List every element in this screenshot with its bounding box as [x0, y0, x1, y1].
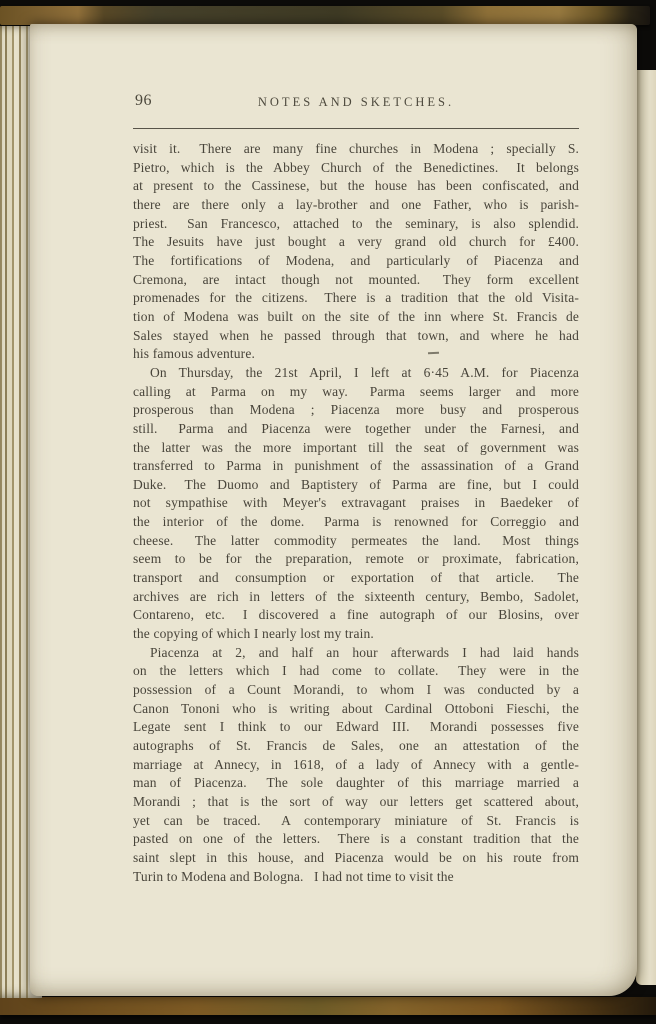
paragraph — [133, 644, 579, 887]
text-line: calling at Parma on my way. Parma seems larger and more — [133, 383, 579, 399]
page-number: 96 — [135, 92, 152, 109]
text-line: Contareno, etc. I discovered a fine autograph of our Blosins, over — [133, 607, 579, 623]
text-line: not sympathise with Meyer's extravagant praises in Baedeker of — [133, 495, 579, 511]
text-line: Turin to Modena and Bologna. I had not time to visit the — [133, 868, 454, 884]
text-line: visit it. There are many fine churches in Modena ; specially S. — [133, 141, 579, 156]
text-line: On Thursday, the 21st April, I left at 6·45 A.M. for Piacenza — [150, 364, 579, 380]
text-line: Pietro, which is the Abbey Church of the Benedictines. It belongs — [133, 159, 579, 175]
paragraph — [133, 364, 579, 644]
book-cover-bottom-edge — [0, 997, 656, 1015]
text-line: there are there only a lay-brother and one Father, who is parish- — [133, 196, 579, 212]
text-line: the interior of the dome. Parma is renowned for Correggio and — [133, 514, 579, 530]
page-body-text — [133, 140, 579, 886]
text-line: prosperous than Modena ; Piacenza more busy and prosperous — [133, 402, 579, 418]
text-line: pasted on one of the letters. There is a constant tradition that the — [133, 831, 579, 847]
text-line: The fortifications of Modena, and particularly of Piacenza and — [133, 252, 579, 268]
text-line: the latter was the more important till the seat of government was — [133, 439, 579, 455]
text-line: the copying of which I nearly lost my train. — [133, 626, 374, 642]
text-line: Legate sent I think to our Edward III. Morandi possesses five — [133, 719, 579, 735]
text-line: tion of Modena was built on the site of the inn where St. Francis de — [133, 308, 579, 324]
paragraph — [133, 140, 579, 364]
text-line: saint slept in this house, and Piacenza would be on his route from — [133, 849, 579, 865]
text-line: priest. San Francesco, attached to the seminary, is also splendid. — [133, 215, 579, 231]
text-line: marriage at Annecy, in 1618, of a lady of Annecy with a gentle- — [133, 756, 579, 772]
text-line: autographs of St. Francis de Sales, one an attestation of the — [133, 738, 579, 753]
text-line: yet can be traced. A contemporary miniature of St. Francis is — [133, 812, 579, 828]
text-line: his famous adventure. — [133, 346, 255, 362]
text-line: on the letters which I had come to collate. They were in the — [133, 663, 579, 679]
book-cover-top-edge — [0, 6, 650, 25]
text-line: Duke. The Duomo and Baptistery of Parma are fine, but I could — [133, 476, 579, 492]
text-line: promenades for the citizens. There is a tradition that the old Visita- — [133, 290, 579, 306]
text-line: still. Parma and Piacenza were together under the Farnesi, and — [133, 420, 579, 436]
text-line: Cremona, are intact though not mounted. They form excellent — [133, 271, 579, 287]
text-line: Morandi ; that is the sort of way our letters get scattered about, — [133, 793, 579, 809]
text-line: seem to be for the preparation, remote or proximate, fabrication, — [133, 551, 579, 567]
adjacent-page-edge — [636, 70, 656, 985]
text-line: The Jesuits have just bought a very grand old church for £400. — [133, 234, 579, 250]
book-page — [30, 24, 637, 996]
text-line: man of Piacenza. The sole daughter of this marriage married a — [133, 775, 579, 791]
text-line: Piacenza at 2, and half an hour afterwards I had laid hands — [150, 644, 579, 660]
header-rule — [133, 128, 579, 129]
page-header — [133, 92, 579, 116]
text-line: Sales stayed when he passed through that town, and where he had — [133, 327, 579, 343]
text-line: possession of a Count Morandi, to whom I was conducted by a — [133, 682, 579, 698]
text-line: transferred to Parma in punishment of the assassination of a Grand — [133, 458, 579, 474]
text-line: Canon Tononi who is writing about Cardinal Ottoboni Fieschi, the — [133, 700, 579, 716]
running-header-title: NOTES AND SKETCHES. — [257, 95, 455, 109]
text-line: at present to the Cassinese, but the house has been confiscated, and — [133, 178, 579, 194]
text-line: archives are rich in letters of the sixteenth century, Bembo, Sadolet, — [133, 588, 579, 604]
text-line: cheese. The latter commodity permeates the land. Most things — [133, 532, 579, 548]
text-line: transport and consumption or exportation of that article. The — [133, 570, 579, 586]
